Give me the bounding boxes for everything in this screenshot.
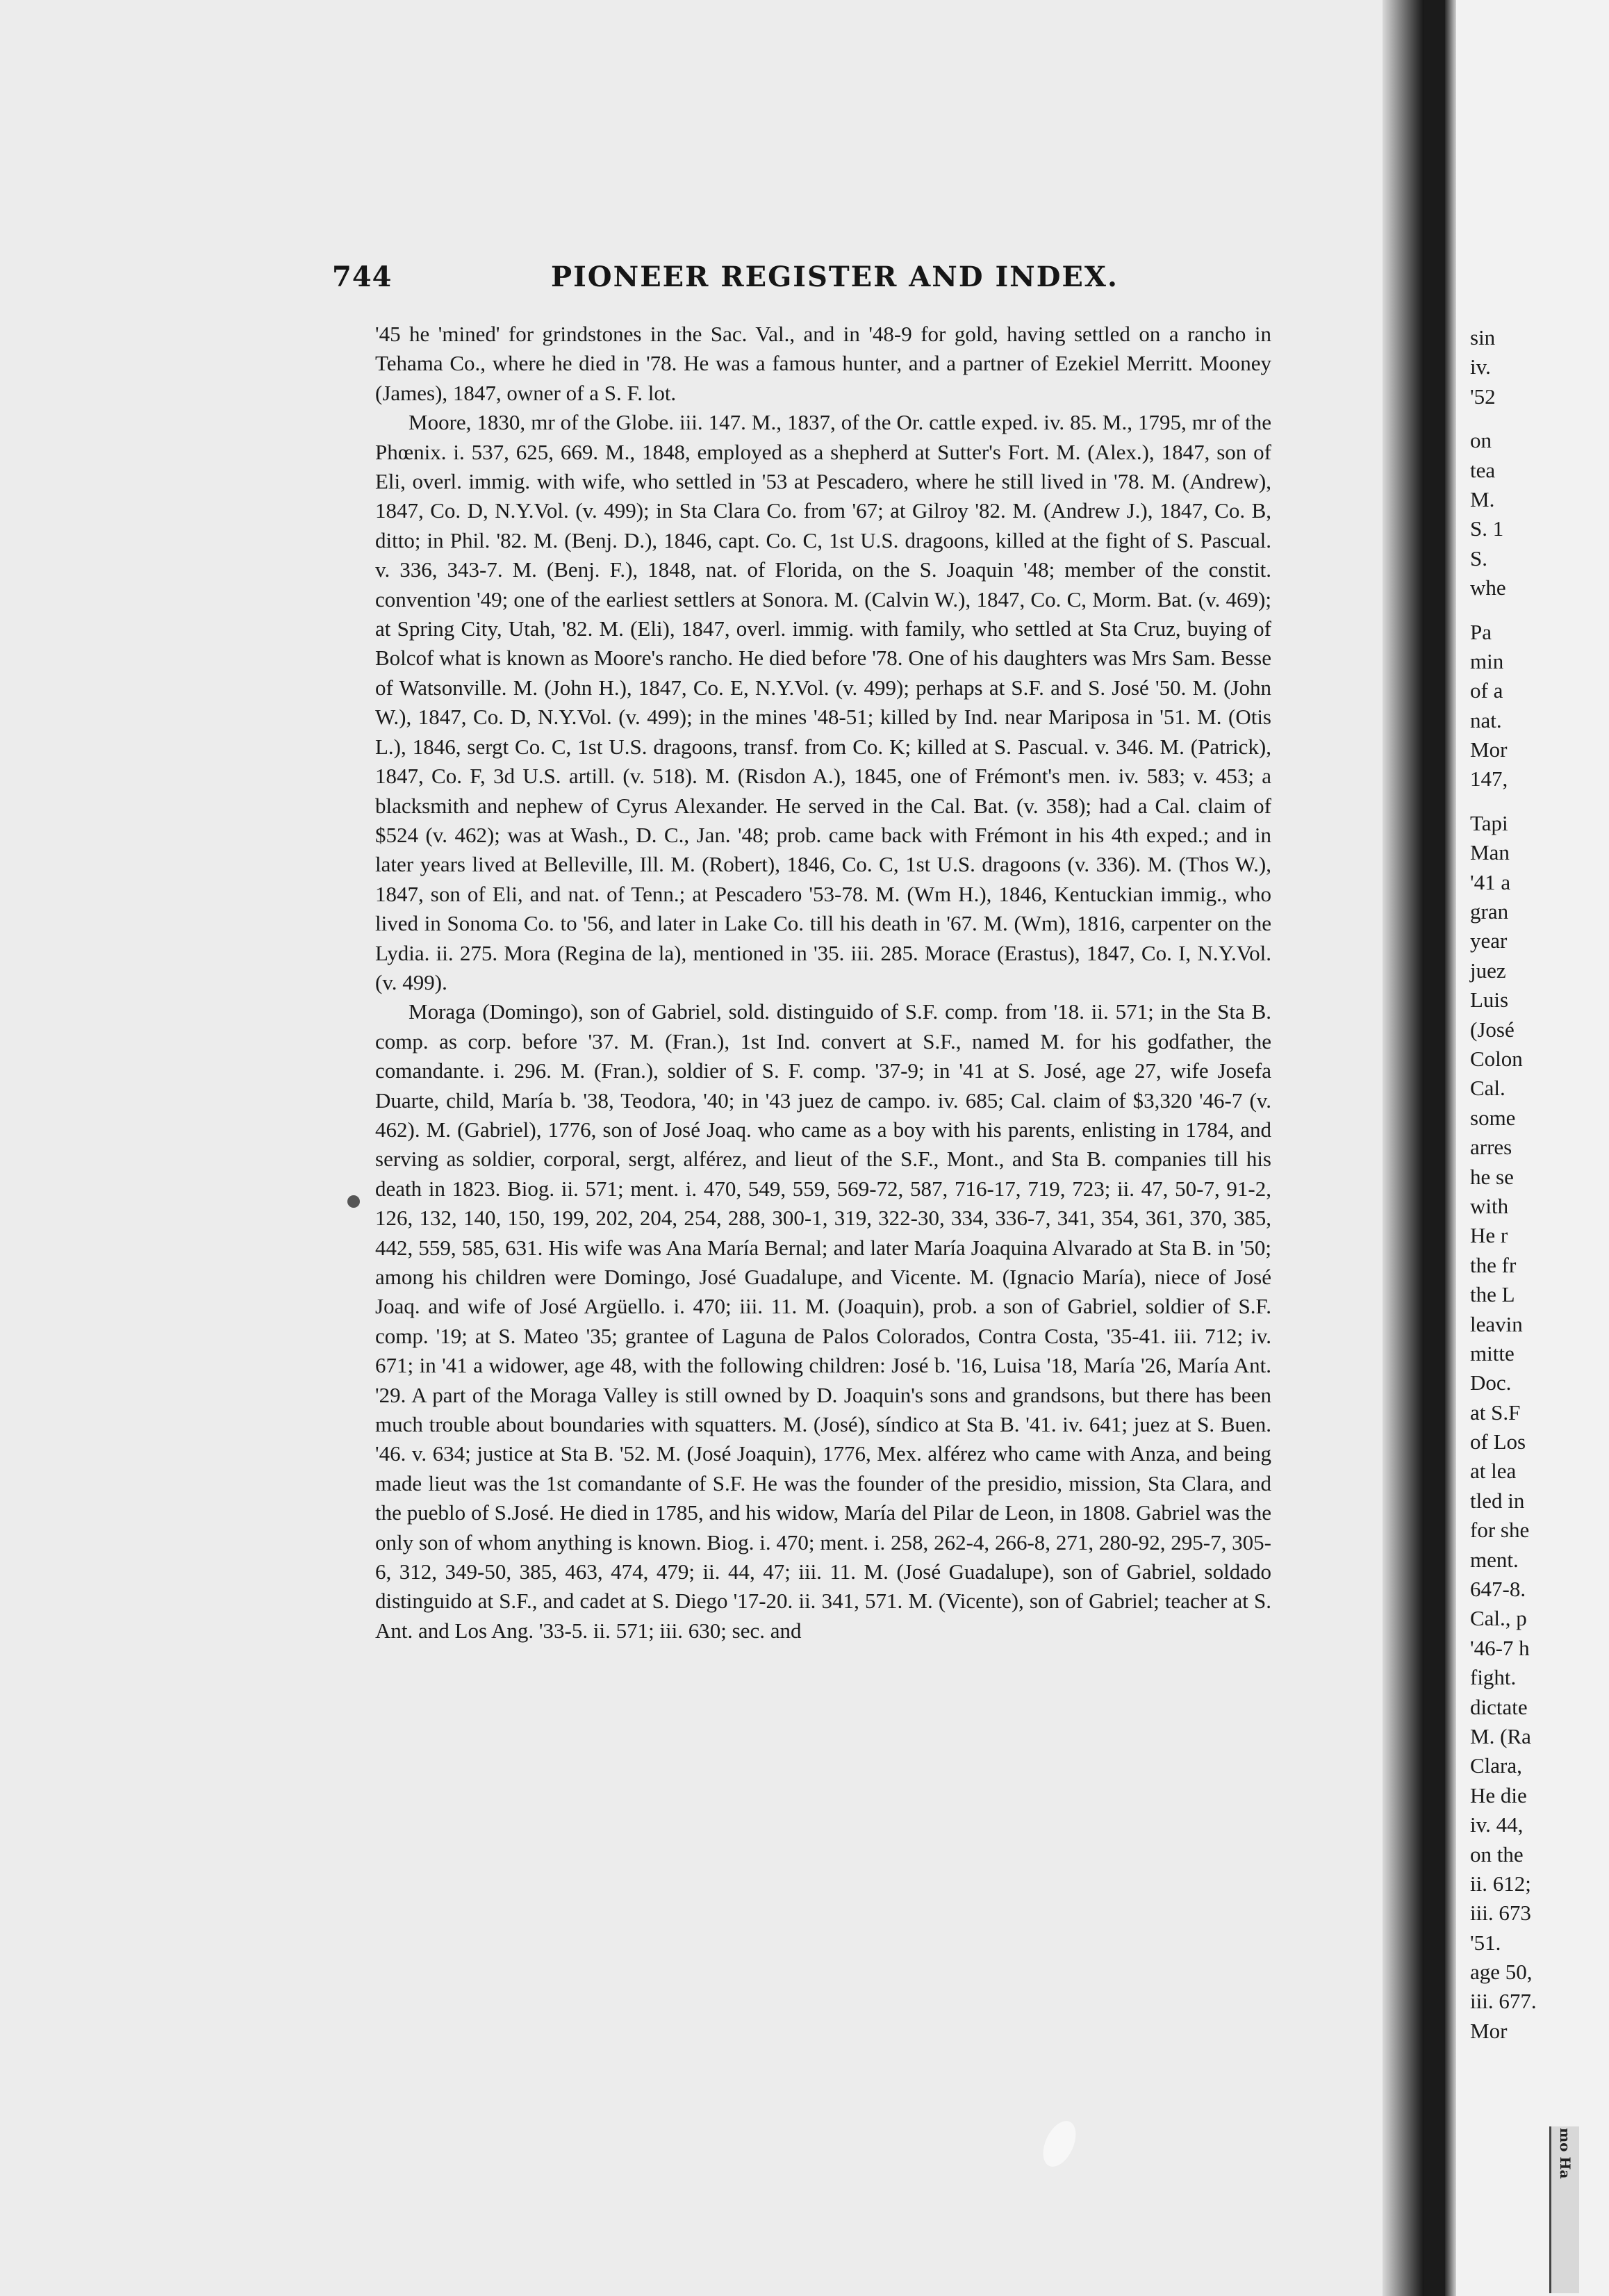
facing-page-line: gran [1470, 899, 1509, 924]
library-label-text: mo Ha [1557, 2128, 1574, 2179]
facing-page-line: Pa [1470, 619, 1492, 644]
facing-page-line: '46-7 h [1470, 1635, 1530, 1660]
facing-page-line: Luis [1470, 987, 1509, 1012]
facing-page-line: Tapi [1470, 810, 1508, 835]
facing-page-line: on the [1470, 1842, 1524, 1867]
paragraph-moore: Moore, 1830, mr of the Globe. iii. 147. M., 1837, of the Or. cattle exped. iv. 85. M., 1795, mr of the Phœnix. i. 537, 625, 669. M., 1848, employed as a shepherd at Sutter's Fort. M. (Alex.), 1847, son of Eli, overl. immig. with wife, who settled in '53 at Pescadero, where he still lived in '78. M. (Andrew), 1847, Co. D, N.Y.Vol. (v. 499); in Sta Clara Co. from '67; at Gilroy '82. M. (Andrew J.), 1847, Co. B, ditto; in Phil. '82. M. (Benj. D.), 1846, capt. Co. C, 1st U.S. dragoons, killed at the fight of S. Pascual. v. 336, 343-7. M. (Benj. F.), 1848, nat. of Florida, on the S. Joaquin '48; member of the constit. convention '49; one of the earliest settlers at Sonora. M. (Calvin W.), 1847, Co. C, Morm. Bat. (v. 469); at Spring City, Utah, '82. M. (Eli), 1847, overl. immig. with family, who settled at Sta Cruz, buying of Bolcof what is known as Moore's rancho. He died before '78. One of his daughters was Mrs Sam. Besse of Watsonville. M. (John H.), 1847, Co. E, N.Y.Vol. (v. 499); perhaps at S.F. and S. José '50. M. (John W.), 1847, Co. D, N.Y.Vol. (v. 499); in the mines '48-51; killed by Ind. near Mariposa in '51. M. (Otis L.), 1846, sergt Co. C, 1st U.S. dragoons, transf. from Co. K; killed at S. Pascual. v. 346. M. (Patrick), 1847, Co. F, 3d U.S. artill. (v. 518). M. (Risdon A.), 1845, one of Frémont's men. iv. 583; v. 453; a blacksmith and nephew of Cyrus Alexander. He served in the Cal. Bat. (v. 358); had a Cal. claim of $524 (v. 462); was at Wash., D. C., Jan. '48; prob. came back with Frémont in his 4th exped.; and in later years lived at Belleville, Ill. M. (Robert), 1846, Co. C, 1st U.S. dragoons (v. 336). M. (Thos W.), 1847, son of Eli, and nat. of Tenn.; at Pescadero '53-78. M. (Wm H.), 1846, Kentuckian immig., who lived in Sonoma Co. to '56, and later in Lake Co. till his death in '67. M. (Wm), 1816, carpenter on the Lydia. ii. 275. Mora (Regina de la), mentioned in '35. iii. 285. Morace (Erastus), 1847, Co. I, N.Y.Vol. (v. 499). [375, 410, 1271, 994]
paragraph-mooney: '45 he 'mined' for grindstones in the Sac. Val., and in '48-9 for gold, having settled on a rancho in Tehama Co., where he died in '78. He was a famous hunter, and a partner of Ezekiel Merritt. Mooney (James), 1847, owner of a S. F. lot. [375, 322, 1271, 405]
facing-page [1445, 0, 1609, 2296]
facing-page-line: sin [1470, 325, 1496, 350]
paragraph-moraga: Moraga (Domingo), son of Gabriel, sold. distinguido of S.F. comp. from '18. ii. 571; in the Sta B. comp. as corp. before '37. M. (Fran.), 1st Ind. convert at S.F., named M. for his godfather, the comandante. i. 296. M. (Fran.), soldier of S. F. comp. '37-9; in '41 at S. José, age 27, wife Josefa Duarte, child, María b. '38, Teodora, '40; in '43 juez de campo. iv. 685; Cal. claim of $3,320 '46-7 (v. 462). M. (Gabriel), 1776, son of José Joaq. who came as a boy with his parents, enlisting in 1784, and serving as soldier, corporal, sergt, alférez, and lieut of the S.F., Mont., and Sta B. companies till his death in 1823. Biog. ii. 571; ment. i. 470, 549, 559, 569-72, 587, 716-17, 719, 723; ii. 47, 50-7, 91-2, 126, 132, 140, 150, 199, 202, 204, 254, 288, 300-1, 319, 322-30, 334, 336-7, 341, 354, 361, 370, 385, 442, 559, 585, 631. His wife was Ana María Bernal; and later María Joaquina Alvarado at Sta B. in '50; among his children were Domingo, José Guadalupe, and Vicente. M. (Ignacio María), niece of José Joaq. and wife of José Argüello. i. 470; iii. 11. M. (Joaquin), prob. a son of Gabriel, soldier of S.F. comp. '19; at S. Mateo '35; grantee of Laguna de Palos Colorados, Contra Costa, '35-41. iii. 712; iv. 671; in '41 a widower, age 48, with the following children: José b. '16, Luisa '18, María '26, María Ant. '29. A part of the Moraga Valley is still owned by D. Joaquin's sons and grandsons, but there has been much trouble about boundaries with squatters. M. (José), síndico at Sta B. '41. iv. 641; juez at S. Buen. '46. v. 634; justice at Sta B. '52. M. (José Joaquin), 1776, Mex. alférez who came with Anza, and being made lieut was the 1st comandante of S.F. He was the founder of the presidio, mission, Sta Clara, and the pueblo of S.José. He died in 1785, and his widow, María del Pilar de Leon, in 1808. Gabriel was the only son of whom anything is known. Biog. i. 470; ment. i. 258, 262-4, 266-8, 271, 280-92, 295-7, 305-6, 312, 349-50, 385, 463, 474, 479; ii. 44, 47; iii. 11. M. (José Guadalupe), son of Gabriel, soldado distinguido at S.F., and cadet at S. Diego '17-20. ii. 341, 571. M. (Vicente), son of Gabriel; teacher at S. Ant. and Los Ang. '33-5. ii. 571; iii. 630; sec. and [375, 999, 1271, 1643]
facing-page-line: Cal., p [1470, 1606, 1527, 1631]
facing-page-line: year [1470, 928, 1508, 953]
ink-spot [347, 1195, 360, 1208]
facing-page-line: Mor [1470, 2018, 1508, 2043]
facing-page-line: at lea [1470, 1459, 1517, 1484]
page-title: PIONEER REGISTER AND INDEX. [551, 261, 1119, 293]
facing-page-line: iv. [1470, 354, 1491, 379]
facing-page-line: leavin [1470, 1311, 1523, 1336]
facing-page-line: He die [1470, 1782, 1527, 1807]
facing-page-line: He r [1470, 1223, 1508, 1248]
facing-page-line: with [1470, 1193, 1509, 1218]
facing-page-line: '51. [1470, 1930, 1501, 1955]
book-gutter [1383, 0, 1424, 2296]
facing-page-line [1470, 411, 1609, 426]
facing-page-line: mitte [1470, 1340, 1515, 1366]
facing-page-line: the fr [1470, 1252, 1517, 1277]
facing-page-line: on [1470, 428, 1492, 453]
facing-page-line: 647-8. [1470, 1577, 1526, 1602]
facing-page-line: Doc. [1470, 1370, 1512, 1395]
facing-page-line: Cal. [1470, 1076, 1505, 1101]
facing-page-line: whe [1470, 575, 1506, 600]
facing-page-line: fight. [1470, 1665, 1517, 1690]
facing-page-line: Mor [1470, 737, 1508, 762]
facing-page-line: '52 [1470, 384, 1496, 409]
page-number: 744 [332, 261, 393, 293]
facing-page-line: Man [1470, 840, 1510, 865]
facing-page-line: M. [1470, 486, 1495, 511]
facing-page-edge [1445, 0, 1456, 2296]
facing-page-line: Colon [1470, 1046, 1523, 1071]
facing-page-line: iii. 677. [1470, 1989, 1537, 2014]
facing-page-line: at S.F [1470, 1400, 1521, 1425]
facing-page-line: iii. 673 [1470, 1901, 1531, 1926]
facing-page-line: tled in [1470, 1488, 1525, 1513]
facing-page-line: nat. [1470, 707, 1502, 732]
facing-page-line: ment. [1470, 1547, 1519, 1572]
facing-page-line: S. 1 [1470, 516, 1504, 541]
facing-page-line: of Los [1470, 1429, 1526, 1454]
facing-page-line: M. (Ra [1470, 1723, 1531, 1748]
facing-page-line: '41 a [1470, 869, 1511, 894]
facing-page-line: the L [1470, 1282, 1515, 1307]
facing-page-line [1470, 794, 1609, 809]
facing-page-line: S. [1470, 546, 1487, 571]
library-label [1549, 2126, 1579, 2293]
facing-page-line: Clara, [1470, 1753, 1522, 1778]
facing-page-line: he se [1470, 1164, 1514, 1189]
facing-page-line: dictate [1470, 1694, 1528, 1719]
facing-page-line: of a [1470, 678, 1503, 703]
facing-page-line: for she [1470, 1518, 1530, 1543]
facing-page-line: iv. 44, [1470, 1812, 1524, 1837]
facing-page-line: (José [1470, 1017, 1515, 1042]
facing-page-line: age 50, [1470, 1960, 1533, 1985]
facing-page-line: ii. 612; [1470, 1871, 1531, 1896]
facing-page-line: min [1470, 648, 1504, 673]
body-text [375, 320, 1271, 2238]
facing-page-line: arres [1470, 1135, 1512, 1160]
facing-page-line: some [1470, 1105, 1516, 1130]
facing-page-text [1470, 323, 1609, 2046]
facing-page-line: tea [1470, 457, 1496, 482]
facing-page-line: juez [1470, 958, 1506, 983]
facing-page-line: 147, [1470, 766, 1508, 792]
facing-page-line [1470, 603, 1609, 618]
